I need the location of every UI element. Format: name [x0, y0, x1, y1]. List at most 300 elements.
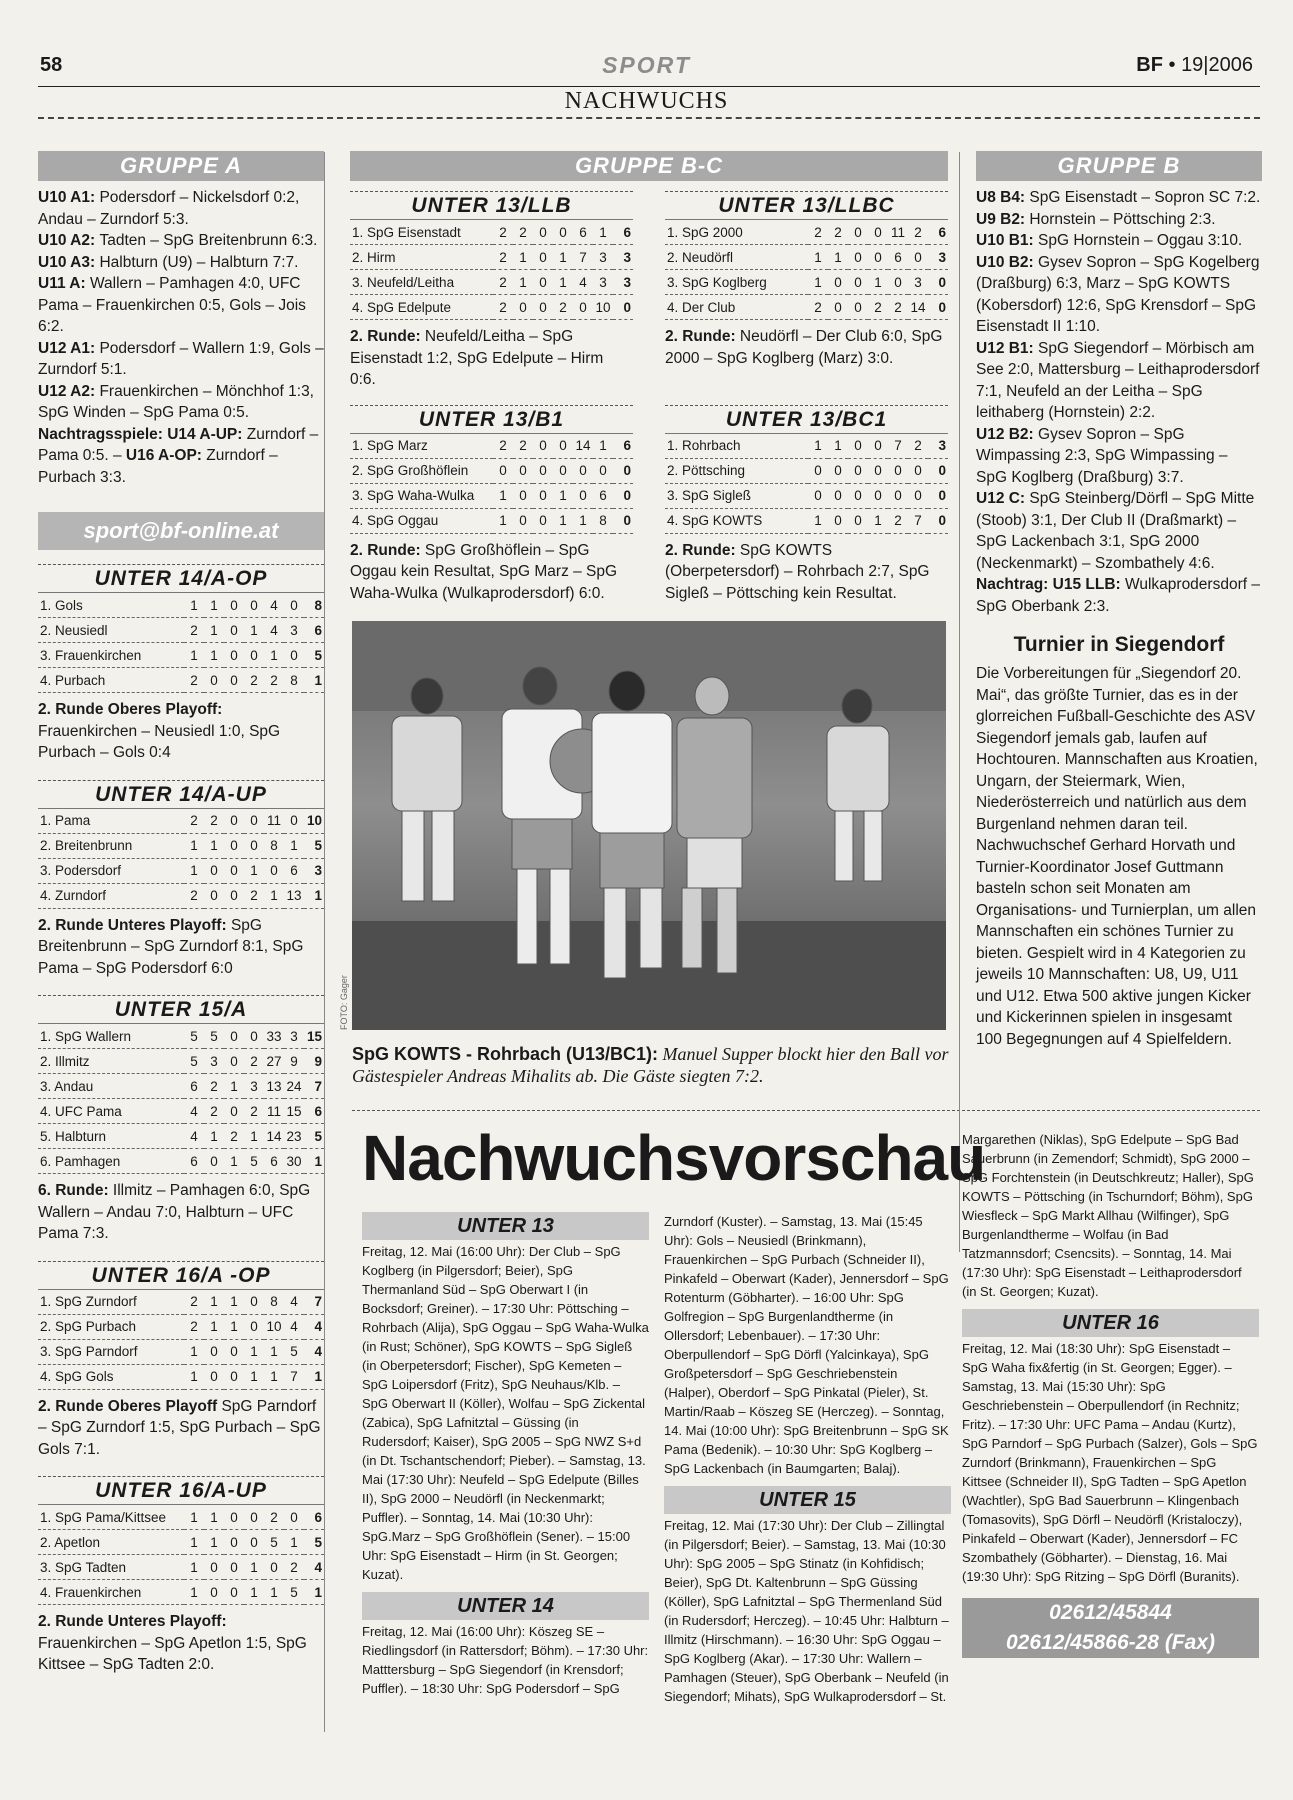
stat-cell: 0	[244, 833, 264, 858]
points: 0	[613, 295, 633, 320]
stat-cell: 0	[224, 1530, 244, 1555]
section-title: SPORT	[602, 52, 691, 78]
standings-table	[665, 405, 948, 605]
stat-cell: 6	[888, 245, 908, 270]
stat-cell: 0	[224, 1580, 244, 1605]
team-name: 2. SpG Purbach	[38, 1314, 184, 1339]
points: 1	[304, 1364, 324, 1389]
team-name: 3. Frauenkirchen	[38, 643, 184, 668]
stat-cell: 2	[828, 220, 848, 245]
phone-number[interactable]: 02612/45844	[1049, 1601, 1172, 1624]
middle-column	[350, 151, 948, 604]
stat-cell: 0	[533, 458, 553, 483]
stat-cell: 0	[244, 1290, 264, 1315]
u15-heading: UNTER 15	[664, 1486, 951, 1514]
stat-cell: 2	[553, 295, 573, 320]
stat-cell: 30	[284, 1149, 304, 1174]
stat-cell: 0	[493, 458, 513, 483]
stat-cell: 2	[204, 1074, 224, 1099]
stat-cell: 2	[493, 434, 513, 459]
table-row	[38, 1530, 324, 1555]
standings-title: UNTER 13/BC1	[665, 405, 948, 434]
stat-cell: 1	[264, 883, 284, 908]
stat-cell: 0	[553, 434, 573, 459]
stat-cell: 0	[848, 220, 868, 245]
stat-cell: 1	[513, 270, 533, 295]
vorschau-rule	[352, 1110, 1260, 1113]
points: 6	[613, 220, 633, 245]
stat-cell: 0	[224, 809, 244, 834]
stat-cell: 0	[284, 1505, 304, 1530]
round-label: 2. Runde Unteres Playoff:	[38, 1613, 227, 1630]
stat-cell: 7	[908, 508, 928, 533]
table-row	[38, 1505, 324, 1530]
team-name: 2. Pöttsching	[665, 458, 808, 483]
round-label: 2. Runde:	[665, 541, 740, 559]
stat-cell: 0	[204, 1555, 224, 1580]
stat-cell: 0	[848, 458, 868, 483]
stat-cell: 2	[204, 809, 224, 834]
stat-cell: 4	[284, 1290, 304, 1315]
points: 0	[613, 458, 633, 483]
round-results	[665, 326, 948, 369]
stat-cell: 1	[828, 245, 848, 270]
stat-cell: 0	[868, 483, 888, 508]
stat-cell: 3	[204, 1049, 224, 1074]
page-number: 58	[40, 54, 63, 76]
stat-cell: 0	[908, 245, 928, 270]
stat-cell: 1	[808, 245, 828, 270]
standings-title: UNTER 16/A -OP	[38, 1261, 324, 1290]
stat-cell: 0	[848, 434, 868, 459]
stat-cell: 0	[533, 245, 553, 270]
points: 0	[928, 483, 948, 508]
stat-cell: 5	[184, 1024, 204, 1049]
stat-cell: 7	[888, 434, 908, 459]
stat-cell: 7	[284, 1364, 304, 1389]
stat-cell: 3	[284, 618, 304, 643]
team-name: 1. Gols	[38, 593, 184, 618]
stat-cell: 1	[224, 1074, 244, 1099]
stat-cell: 0	[553, 220, 573, 245]
stat-cell: 0	[868, 245, 888, 270]
col2-schedule: Zurndorf (Kuster). – Samstag, 13. Mai (15:45 Uhr): Gols – Neusiedl (Brinkmann), Frauenkirchen – SpG Purbach (Schneider II), Pinkafeld – Oberwart (Kader), Jennersdorf – SpG Rotenturm (Göbharter). – 16:00 Uhr: SpG Golfregion – SpG Burgenlandtherme (in Ollersdorf; Lebenbauer). – 17:30 Uhr: Oberpullendorf – SpG Dörfl (Yalcinkaya), SpG Großpetersdorf – SpG Geschriebenstein (Halper), Oberdorf – SpG Pinkatal (Pieler), St. Martin/Raab – Köszeg SE (Herczeg). – Sonntag, 14. Mai (10:00 Uhr): SpG Breitenbrunn – SpG SK Pama (Bedenik). – 10:30 Uhr: SpG Koglberg – SpG Lackenbach (in Baumgarten; Balaj).	[664, 1214, 949, 1476]
team-name: 5. Halbturn	[38, 1124, 184, 1149]
standings-table	[350, 191, 633, 391]
standings-table	[38, 995, 324, 1245]
points: 1	[304, 883, 324, 908]
stat-cell: 1	[513, 245, 533, 270]
round-results	[350, 540, 633, 605]
stat-cell: 33	[264, 1024, 284, 1049]
round-label: 2. Runde Oberes Playoff	[38, 1397, 222, 1415]
photo-credit: FOTO: Gager	[339, 975, 349, 1030]
team-name: 4. UFC Pama	[38, 1099, 184, 1124]
table-row	[665, 270, 948, 295]
stat-cell: 1	[184, 593, 204, 618]
team-name: 6. Pamhagen	[38, 1149, 184, 1174]
stat-cell: 0	[204, 883, 224, 908]
points: 0	[928, 508, 948, 533]
stat-cell: 5	[184, 1049, 204, 1074]
table-row	[38, 1074, 324, 1099]
stat-cell: 1	[828, 434, 848, 459]
stat-cell: 2	[264, 1505, 284, 1530]
stat-cell: 11	[888, 220, 908, 245]
vorschau-col3	[962, 1130, 1259, 1658]
stat-cell: 0	[908, 458, 928, 483]
left-column	[38, 151, 324, 1692]
stat-cell: 5	[284, 1339, 304, 1364]
stat-cell: 0	[808, 483, 828, 508]
stat-cell: 10	[264, 1314, 284, 1339]
stat-cell: 6	[264, 1149, 284, 1174]
stat-cell: 2	[224, 1124, 244, 1149]
stat-cell: 1	[184, 1530, 204, 1555]
stat-cell: 1	[204, 833, 224, 858]
stat-cell: 1	[284, 1530, 304, 1555]
table-row	[350, 508, 633, 533]
stat-cell: 1	[244, 618, 264, 643]
stat-cell: 2	[908, 220, 928, 245]
stat-cell: 0	[284, 593, 304, 618]
stat-cell: 0	[204, 668, 224, 693]
table-row	[665, 245, 948, 270]
stat-cell: 4	[184, 1124, 204, 1149]
standings-table	[38, 564, 324, 764]
stat-cell: 0	[224, 643, 244, 668]
table-row	[350, 458, 633, 483]
table-row	[38, 883, 324, 908]
stat-cell: 1	[204, 643, 224, 668]
table-row	[38, 1290, 324, 1315]
round-label: 2. Runde:	[350, 541, 425, 559]
stat-cell: 6	[284, 858, 304, 883]
stat-cell: 0	[204, 858, 224, 883]
stat-cell: 8	[264, 1290, 284, 1315]
standings-table	[38, 1261, 324, 1461]
u13-heading: UNTER 13	[362, 1212, 649, 1240]
stat-cell: 1	[868, 270, 888, 295]
stat-cell: 5	[264, 1530, 284, 1555]
stat-cell: 1	[808, 508, 828, 533]
stat-cell: 0	[868, 220, 888, 245]
stat-cell: 5	[204, 1024, 224, 1049]
stat-cell: 0	[244, 809, 264, 834]
round-label: 2. Runde:	[350, 328, 425, 345]
stat-cell: 0	[244, 1024, 264, 1049]
table-row	[38, 1099, 324, 1124]
team-name: 1. Rohrbach	[665, 434, 808, 459]
round-text: Illmitz – Pamhagen 6:0, SpG Wallern – Andau 7:0, Halbturn – UFC Pama 7:3.	[38, 1182, 311, 1242]
team-name: 1. SpG Wallern	[38, 1024, 184, 1049]
photo-players-illustration	[352, 621, 946, 1030]
column-rule-left	[324, 152, 325, 1732]
stat-cell: 3	[284, 1024, 304, 1049]
points: 4	[304, 1314, 324, 1339]
vorschau-col2	[664, 1212, 951, 1706]
stat-cell: 1	[553, 270, 573, 295]
stat-cell: 1	[868, 508, 888, 533]
stat-cell: 0	[204, 1580, 224, 1605]
stat-cell: 1	[573, 508, 593, 533]
stat-cell: 1	[204, 618, 224, 643]
ga-result	[38, 275, 306, 335]
table-row	[350, 220, 633, 245]
gb-result	[976, 340, 1259, 422]
result-text: Wallern – Pamhagen 4:0, UFC Pama – Frauenkirchen 0:5, Gols – Jois 6:2.	[38, 275, 306, 335]
points: 6	[304, 1505, 324, 1530]
header-rule	[38, 86, 1260, 87]
stat-cell: 0	[244, 1530, 264, 1555]
stat-cell: 3	[593, 245, 613, 270]
stat-cell: 1	[244, 1339, 264, 1364]
table-row	[665, 220, 948, 245]
stat-cell: 2	[244, 1099, 264, 1124]
team-name: 1. Pama	[38, 809, 184, 834]
team-name: 2. Illmitz	[38, 1049, 184, 1074]
standings-table	[665, 191, 948, 391]
round-label: 2. Runde Oberes Playoff:	[38, 701, 223, 718]
stat-cell: 0	[224, 1024, 244, 1049]
result-label: U10 B2:	[976, 253, 1039, 271]
team-name: 2. Apetlon	[38, 1530, 184, 1555]
round-label: 2. Runde Unteres Playoff:	[38, 916, 231, 934]
round-results	[38, 915, 324, 980]
stat-cell: 0	[224, 1364, 244, 1389]
stat-cell: 2	[264, 668, 284, 693]
points: 1	[304, 1149, 324, 1174]
team-name: 3. SpG Sigleß	[665, 483, 808, 508]
stat-cell: 1	[184, 1555, 204, 1580]
table-row	[38, 1364, 324, 1389]
result-label: U10 B1:	[976, 232, 1039, 249]
team-name: 2. Neusiedl	[38, 618, 184, 643]
stat-cell: 8	[593, 508, 613, 533]
stat-cell: 1	[244, 1124, 264, 1149]
stat-cell: 27	[264, 1049, 284, 1074]
gb-result	[976, 576, 1260, 615]
stat-cell: 1	[264, 1339, 284, 1364]
table-row	[38, 1024, 324, 1049]
stat-cell: 0	[513, 295, 533, 320]
ga-result	[38, 189, 299, 228]
team-name: 4. SpG Edelpute	[350, 295, 493, 320]
result-label: U12 A2:	[38, 382, 100, 400]
stat-cell: 0	[848, 483, 868, 508]
stat-cell: 0	[828, 295, 848, 320]
publication-issue: BF • 19|2006	[1136, 54, 1253, 76]
team-name: 1. SpG 2000	[665, 220, 808, 245]
points: 4	[304, 1339, 324, 1364]
stat-cell: 0	[224, 858, 244, 883]
ga-result	[38, 232, 317, 249]
stat-cell: 0	[244, 1505, 264, 1530]
team-name: 4. Zurndorf	[38, 883, 184, 908]
result-label: U12 C:	[976, 490, 1030, 507]
stat-cell: 2	[888, 295, 908, 320]
stat-cell: 0	[828, 483, 848, 508]
stat-cell: 3	[244, 1074, 264, 1099]
stat-cell: 5	[284, 1580, 304, 1605]
stat-cell: 2	[493, 295, 513, 320]
stat-cell: 0	[264, 858, 284, 883]
stat-cell: 0	[264, 1555, 284, 1580]
table-row	[38, 1339, 324, 1364]
stat-cell: 0	[513, 458, 533, 483]
stat-cell: 0	[888, 270, 908, 295]
points: 4	[304, 1555, 324, 1580]
standings-table	[38, 780, 324, 980]
issue-number: 19|2006	[1181, 54, 1253, 76]
table-row	[350, 483, 633, 508]
stat-cell: 4	[264, 593, 284, 618]
stat-cell: 0	[848, 295, 868, 320]
stat-cell: 8	[284, 668, 304, 693]
round-text: SpG KOWTS (Oberpetersdorf) – Rohrbach 2:7, SpG Sigleß – Pöttsching kein Resultat.	[665, 541, 930, 602]
ga-result	[38, 383, 314, 422]
result-label: U12 A1:	[38, 339, 100, 357]
points: 5	[304, 833, 324, 858]
vorschau-col1	[362, 1212, 649, 1698]
gruppe-bc-heading: GRUPPE B-C	[350, 151, 948, 181]
team-name: 2. SpG Großhöflein	[350, 458, 493, 483]
team-name: 3. SpG Tadten	[38, 1555, 184, 1580]
points: 7	[304, 1074, 324, 1099]
stat-cell: 0	[284, 643, 304, 668]
stat-cell: 1	[224, 1314, 244, 1339]
result-text: Wulkaprodersdorf – SpG Oberbank 2:3.	[976, 576, 1260, 615]
u13-schedule: Freitag, 12. Mai (16:00 Uhr): Der Club – SpG Koglberg (in Pilgersdorf; Beier), SpG Thermanland Süd – SpG Oberwart I (in Bocksdorf; Greiner). – 17:30 Uhr: Pöttsching – Rohrbach (Alija), SpG Oggau – SpG Waha-Wulka (in Rust; Schöner), SpG KOWTS – SpG Sigleß (in Oberpetersdorf; Fischer), SpG Kemeten – SpG Loipersdorf (Fritz), SpG Neuhaus/Klb. – SpG Oberwart II (Köller), Wolfau – SpG Zickental (Zabica), SpG Lafnitztal – Güssing (in Rudersdorf; Kaiser), SpG 2005 – SpG NWZ S+d (in Dt. Tschantschendorf; Pieber). – Samstag, 13. Mai (17:30 Uhr): Neufeld – SpG Edelpute (Billes II), SpG 2000 – Neudörfl (in Neckenmarkt; Puffler). – Sonntag, 14. Mai (10:30 Uhr): SpG.Marz – SpG Großhöflein (Sener). – 15:00 Uhr: SpG Eisenstadt – Hirm (in St. Georgen; Kuzat).	[362, 1244, 649, 1582]
points: 0	[928, 458, 948, 483]
column-rule-right	[959, 152, 960, 1252]
table-row	[38, 1314, 324, 1339]
points: 8	[304, 593, 324, 618]
stat-cell: 1	[493, 483, 513, 508]
stat-cell: 2	[244, 1049, 264, 1074]
stat-cell: 0	[224, 1339, 244, 1364]
stat-cell: 1	[204, 1314, 224, 1339]
team-name: 3. SpG Parndorf	[38, 1339, 184, 1364]
result-label: U10 A1:	[38, 189, 100, 206]
stat-cell: 2	[493, 220, 513, 245]
stat-cell: 0	[224, 1505, 244, 1530]
stat-cell: 6	[184, 1149, 204, 1174]
points: 6	[304, 1099, 324, 1124]
standings-title: UNTER 13/B1	[350, 405, 633, 434]
team-name: 3. SpG Waha-Wulka	[350, 483, 493, 508]
stat-cell: 0	[828, 270, 848, 295]
team-name: 3. Podersdorf	[38, 858, 184, 883]
stat-cell: 0	[204, 1339, 224, 1364]
result-label: U12 B2:	[976, 425, 1039, 443]
stat-cell: 0	[204, 1149, 224, 1174]
round-results	[38, 1611, 324, 1676]
caption-text: Manuel Supper blockt hier den Ball vor Gästespieler Andreas Mihalits ab. Die Gäste siegten 7:2.	[352, 1044, 949, 1086]
stat-cell: 2	[184, 618, 204, 643]
points: 5	[304, 643, 324, 668]
stat-cell: 1	[553, 483, 573, 508]
points: 15	[304, 1024, 324, 1049]
standings-title: UNTER 15/A	[38, 995, 324, 1024]
points: 3	[613, 270, 633, 295]
match-photo	[352, 621, 946, 1030]
stat-cell: 2	[808, 295, 828, 320]
points: 0	[928, 270, 948, 295]
result-text: SpG Hornstein – Oggau 3:10.	[1038, 232, 1243, 249]
right-column	[976, 151, 1262, 1050]
table-row	[38, 858, 324, 883]
table-row	[38, 593, 324, 618]
stat-cell: 2	[184, 883, 204, 908]
stat-cell: 2	[493, 245, 513, 270]
standings-title: UNTER 14/A-UP	[38, 780, 324, 809]
result-label: U12 B1:	[976, 339, 1039, 357]
stat-cell: 0	[908, 483, 928, 508]
stat-cell: 1	[264, 1364, 284, 1389]
stat-cell: 0	[573, 483, 593, 508]
team-name: 3. Andau	[38, 1074, 184, 1099]
points: 3	[928, 245, 948, 270]
stat-cell: 2	[513, 434, 533, 459]
gb-result	[976, 490, 1254, 572]
vorschau-headline: Nachwuchsvorschau	[362, 1122, 986, 1194]
round-text: SpG Parndorf – SpG Zurndorf 1:5, SpG Purbach – SpG Gols 7:1.	[38, 1397, 321, 1458]
team-name: 2. Neudörfl	[665, 245, 808, 270]
points: 0	[613, 508, 633, 533]
round-results	[38, 1180, 324, 1245]
result-text: Zurndorf – Pama 0:5. –	[38, 425, 319, 464]
stat-cell: 0	[848, 245, 868, 270]
standings-title: UNTER 16/A-UP	[38, 1476, 324, 1505]
team-name: 4. SpG KOWTS	[665, 508, 808, 533]
stat-cell: 0	[224, 1555, 244, 1580]
turnier-title: Turnier in Siegendorf	[1013, 633, 1225, 656]
gruppe-b-heading: GRUPPE B	[976, 151, 1262, 181]
stat-cell: 1	[204, 1505, 224, 1530]
gb-result	[976, 426, 1228, 486]
team-name: 4. SpG Gols	[38, 1364, 184, 1389]
stat-cell: 15	[284, 1099, 304, 1124]
table-row	[38, 809, 324, 834]
stat-cell: 0	[204, 1364, 224, 1389]
stat-cell: 0	[888, 483, 908, 508]
stat-cell: 0	[868, 458, 888, 483]
result-label: U10 A2:	[38, 232, 100, 249]
result-label: Nachtrag: U15 LLB:	[976, 576, 1125, 593]
stat-cell: 1	[493, 508, 513, 533]
stat-cell: 6	[573, 220, 593, 245]
email-banner[interactable]: sport@bf-online.at	[38, 512, 324, 550]
stat-cell: 10	[593, 295, 613, 320]
gb-result	[976, 211, 1216, 228]
turnier-body: Die Vorbereitungen für „Siegendorf 20. Mai“, das größte Turnier, das es in der glorreichen Fußball-Geschichte des ASV Siegendorf jemals gab, laufen auf Hochtouren. Mannschaften aus Kroatien, Ungarn, der Steiermark, Wien, Niederösterreich und natürlich aus dem Burgenland nehmen daran teil. Nachwuchschef Gerhard Horvath und Turnier-Koordinator Josef Guttmann basteln schon seit Monaten am Organisations- und Turnierplan, um allen Mannschaften ein schönes Turnier zu bieten. Gespielt wird in 4 Kategorien zu jeweils 10 Mannschaften: U8, U9, U11 und U12. Etwa 500 aktive jungen Kicker und Kickerinnen spielen in insgesamt 100 Begegnungen auf 4 Spielfeldern.	[976, 665, 1258, 1048]
round-results	[38, 1396, 324, 1461]
stat-cell: 0	[533, 295, 553, 320]
table-row	[665, 458, 948, 483]
table-row	[350, 434, 633, 459]
caption-title: SpG KOWTS - Rohrbach (U13/BC1):	[352, 1044, 659, 1064]
stat-cell: 2	[244, 883, 264, 908]
stat-cell: 1	[244, 858, 264, 883]
u16-schedule: Freitag, 12. Mai (18:30 Uhr): SpG Eisenstadt – SpG Waha fix&fertig (in St. Georgen; Egger). – Samstag, 13. Mai (15:30 Uhr): SpG Geschriebenstein – Oberpullendorf (in Rechnitz; Fritz). – 17:30 Uhr: UFC Pama – Andau (Kurtz), SpG Parndorf – SpG Purbach (Salzer), Gols – SpG Zurndorf (Brinkmann), Frauenkirchen – SpG Kittsee (Schneider II), SpG Tadten – SpG Apetlon (Wachtler), SpG Bad Sauerbrunn – Klingenbach (Tomasovits), SpG Dörfl – Neudörfl (Kristaloczy), Pinkafeld – Oberwart (Kader), Jennersdorf – FC Szombathely (Göbharter). – Dienstag, 16. Mai (19:30 Uhr): SpG Ritzing – SpG Dörfl (Buranits).	[962, 1341, 1258, 1584]
stat-cell: 24	[284, 1074, 304, 1099]
result-text: Zurndorf – Purbach 3:3.	[38, 447, 278, 486]
stat-cell: 1	[224, 1149, 244, 1174]
round-results	[38, 699, 324, 764]
stat-cell: 23	[284, 1124, 304, 1149]
stat-cell: 2	[493, 270, 513, 295]
